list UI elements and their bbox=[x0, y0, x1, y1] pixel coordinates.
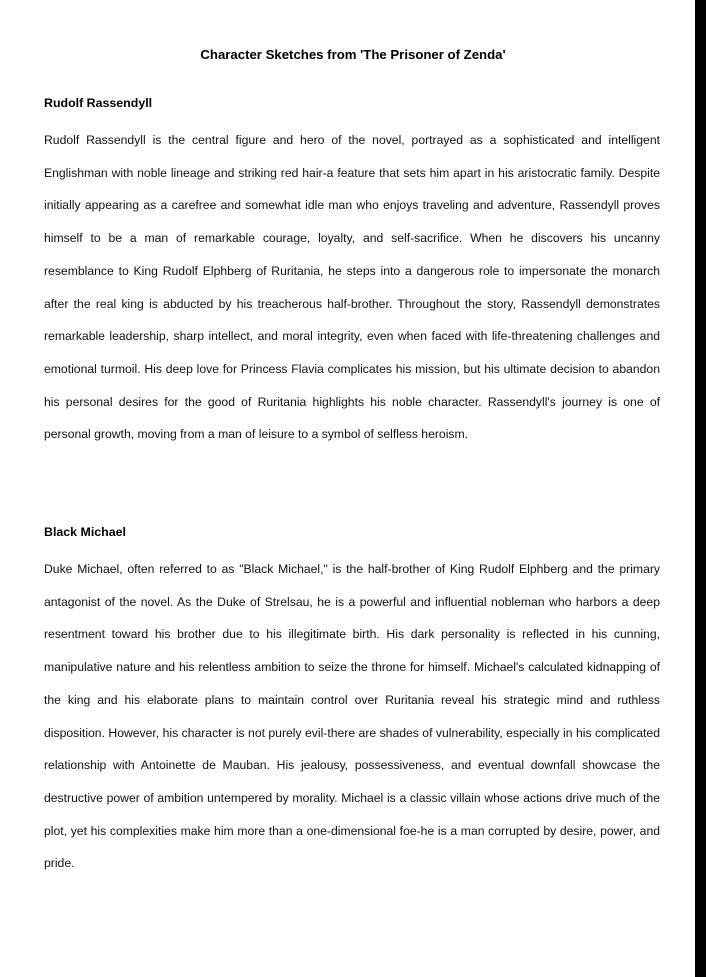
section-body-black-michael: Duke Michael, often referred to as "Black Michael," is the half-brother of King Rudolf Elphberg and the primary antagonist of the novel. As the Duke of Strelsau, he is a powerful and influential nobleman who harbors a deep resentment toward his brother due to his illegitimate birth. His dark personality is reflected in his cunning, manipulative nature and his relentless ambition to seize the throne for himself. Michael's calculated kidnapping of the king and his elaborate plans to maintain control over Ruritania reveal his strategic mind and ruthless disposition. However, his character is not purely evil-there are shades of vulnerability, especially in his complicated relationship with Antoinette de Mauban. His jealousy, possessiveness, and eventual downfall showcase the destructive power of ambition untempered by morality. Michael is a classic villain whose actions drive much of the plot, yet his complexities make him more than a one-dimensional foe-he is a man corrupted by desire, power, and pride. bbox=[44, 562, 660, 871]
section-body-rudolf-rassendyll: Rudolf Rassendyll is the central figure and hero of the novel, portrayed as a sophisticated and intelligent Englishman with noble lineage and striking red hair-a feature that sets him apart in his aristocratic family. Despite initially appearing as a carefree and somewhat idle man who enjoys traveling and adventure, Rassendyll proves himself to be a man of remarkable courage, loyalty, and self-sacrifice. When he discovers his uncanny resemblance to King Rudolf Elphberg of Ruritania, he steps into a dangerous role to impersonate the monarch after the real king is abducted by his treacherous half-brother. Throughout the story, Rassendyll demonstrates remarkable leadership, sharp intellect, and moral integrity, even when faced with life-threatening challenges and emotional turmoil. His deep love for Princess Flavia complicates his mission, but his ultimate decision to abandon his personal desires for the good of Ruritania highlights his noble character. Rassendyll's journey is one of personal growth, moving from a man of leisure to a symbol of selfless heroism. bbox=[44, 133, 660, 442]
document-title: Character Sketches from 'The Prisoner of Zenda' bbox=[200, 47, 506, 62]
section-heading-rudolf-rassendyll: Rudolf Rassendyll bbox=[44, 96, 153, 110]
section-heading-black-michael: Black Michael bbox=[44, 525, 126, 539]
